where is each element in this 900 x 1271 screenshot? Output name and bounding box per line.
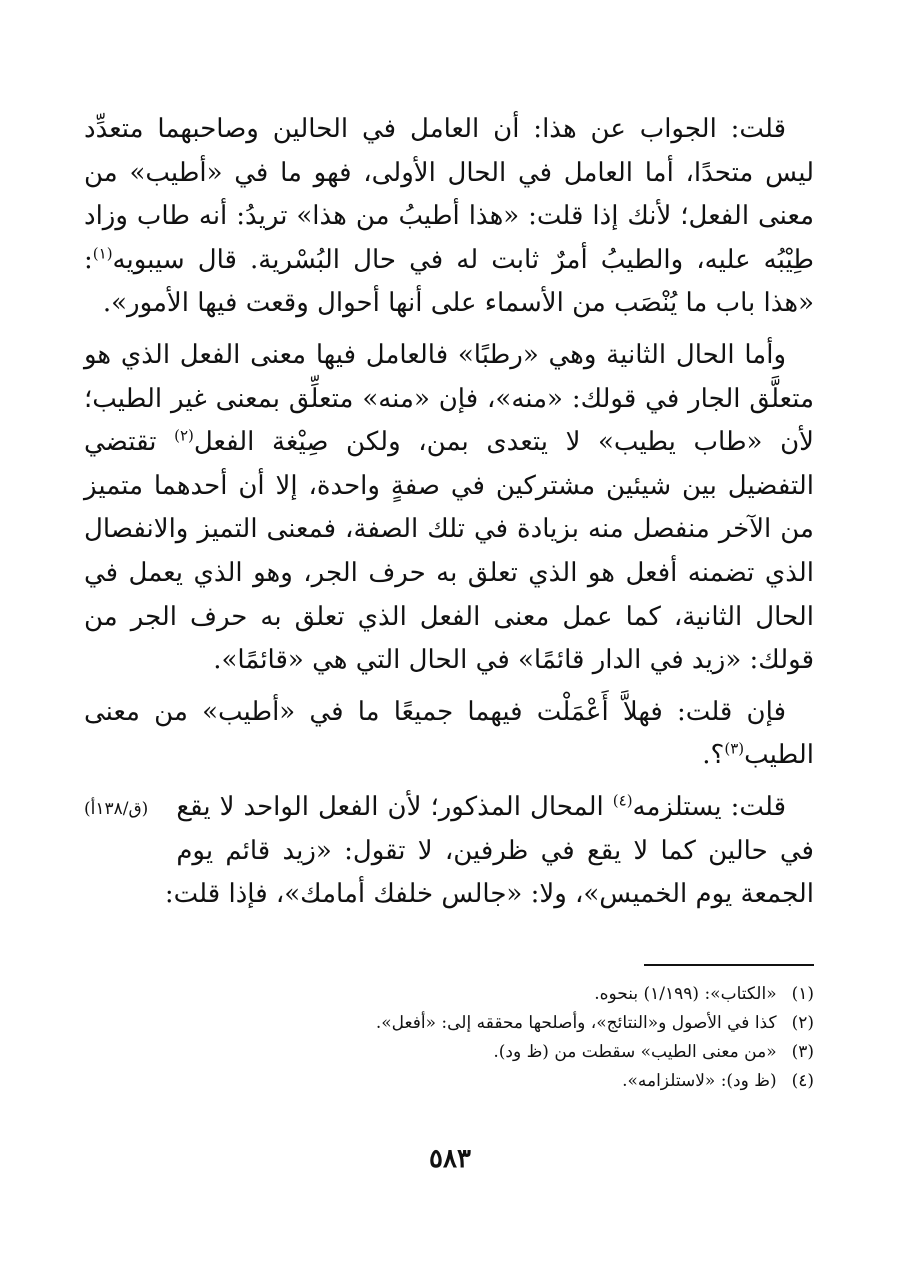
footnote-text: كذا في الأصول و«النتائج»، وأصلحها محققه إلى: «أفعل». bbox=[375, 1013, 777, 1033]
paragraph-text: يقع في حالين كما لا يقع في ظرفين، لا تقول: «زيد قائم يوم الجمعة يوم الخميس»، ولا: «جالس خلفك أمامك»، فإذا قلت: bbox=[164, 791, 814, 910]
footnote bbox=[84, 980, 814, 1009]
paragraph-text: المحال المذكور؛ لأن الفعل الواحد لا bbox=[210, 791, 613, 822]
paragraph-text: فإن قلت: فهلاَّ أَعْمَلْت فيهما جميعًا ما في «أطيب» من معنى الطيب bbox=[84, 696, 814, 771]
footnote-text: «من معنى الطيب» سقطت من (ظ ود). bbox=[493, 1042, 777, 1062]
footnote-ref: (١) bbox=[92, 244, 113, 263]
paragraph-text: قلت: يستلزمه bbox=[632, 791, 786, 822]
footnote bbox=[84, 1009, 814, 1038]
footnote-number: (٤) bbox=[791, 1071, 814, 1091]
paragraph-text: : «هذا باب ما يُنْصَب من الأسماء على أنها أحوال وقعت فيها الأمور». bbox=[84, 244, 814, 319]
paragraph bbox=[84, 786, 814, 917]
paragraph-text: ؟. bbox=[702, 740, 725, 771]
paragraph-text: قلت: الجواب عن هذا: أن العامل في الحالين وصاحبهما متعدِّد ليس متحدًا، أما العامل في الحال الأولى، فهو ما في «أطيب» من معنى الفعل؛ لأنك إذا قلت: «هذا أطيبُ من هذا» تريدُ: أنه طاب وزاد طِيْبُه عليه، والطيبُ أمرٌ ثابت له في حال البُسْرية. قال سيبويه bbox=[84, 114, 814, 275]
paragraph-text: وأما الحال الثانية وهي «رطبًا» فالعامل فيها معنى الفعل الذي هو متعلَّق الجار في قولك: «منه»، فإن «منه» متعلِّق بمعنى غير الطيب؛ لأن «طاب يطيب» لا يتعدى بمن، ولكن صِيْغة الفعل bbox=[84, 339, 815, 458]
footnote-ref: (٢) bbox=[174, 426, 194, 445]
page-number: ٥٨٣ bbox=[429, 1144, 471, 1174]
footnote-number: (٣) bbox=[791, 1042, 814, 1062]
footnote-text: «الكتاب»: (١/١٩٩) بنحوه. bbox=[594, 984, 777, 1004]
paragraph bbox=[84, 334, 814, 683]
footnote-divider bbox=[644, 964, 814, 966]
footnotes bbox=[84, 980, 814, 1096]
main-text bbox=[84, 108, 814, 917]
paragraph-text: تقتضي التفضيل بين شيئين مشتركين في صفةٍ واحدة، إلا أن أحدهما متميز من الآخر منفصل منه بزيادة في تلك الصفة، فمعنى التميز والانفصال الذي تضمنه أفعل هو الذي تعلق به حرف الجر، وهو الذي يعمل في الحال الثانية، كما عمل معنى الفعل الذي تعلق به حرف الجر من قولك: «زيد في الدار قائمًا» في الحال التي هي «قائمًا». bbox=[84, 427, 814, 676]
footnote bbox=[84, 1038, 814, 1067]
footnote-number: (٢) bbox=[791, 1013, 814, 1033]
footnote-ref: (٤) bbox=[612, 791, 633, 810]
paragraph bbox=[84, 108, 814, 326]
footnote bbox=[84, 1067, 814, 1096]
footnote-ref: (٣) bbox=[724, 739, 745, 758]
paragraph bbox=[84, 691, 814, 778]
footnote-number: (١) bbox=[791, 984, 814, 1004]
footnote-text: (ظ ود): «لاستلزامه». bbox=[622, 1071, 777, 1091]
manuscript-folio-ref: (ق/١٣٨أ) bbox=[84, 798, 149, 819]
